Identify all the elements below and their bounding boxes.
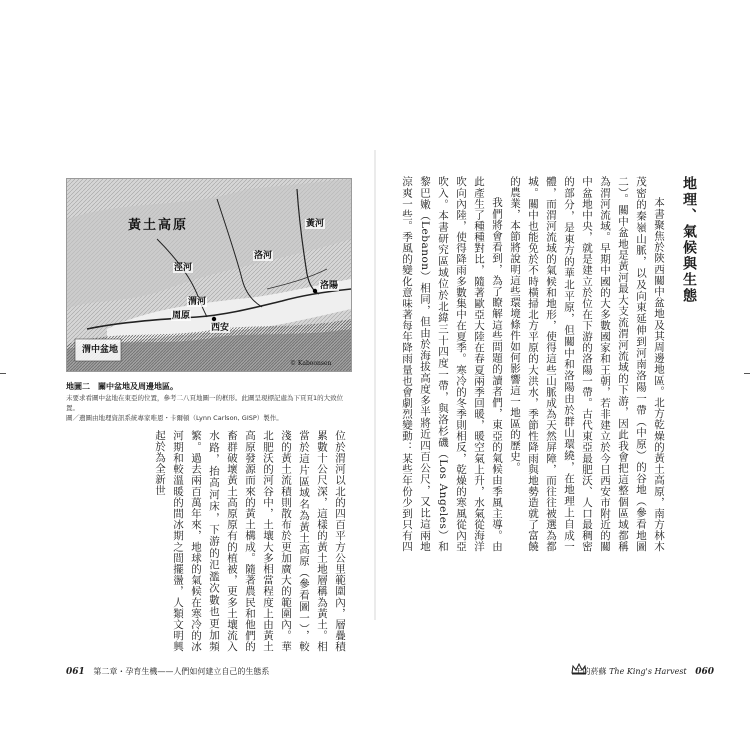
map-label-yellow-river: 黃河: [306, 219, 325, 229]
map-label-xian: 西安: [211, 323, 230, 333]
figure-caption-body: [66, 393, 356, 423]
relief-map: [66, 178, 352, 372]
paragraph-1: 本書聚焦於陝西關中盆地及其周邊地區。北方乾燥的黃土高原，南方林木茂密的秦嶺山脈，以及向東延伸到河南洛陽一帶（中原）的谷地（參看地圖二）。關中盆地是黃河最大支流渭河流域的下游，因此我會把這整個區域都稱為渭河流域。早期中國的大多數國家和王朝，若非建立於今日西安市附近的關中盆地中央，就是建立於位在下游的洛陽一帶。古代東亞最肥沃、人口最稠密的部分，是東方的華北平原，但關中和洛陽由於群山環繞，在地理上自成一體，而渭河流域的氣候和地形，使得這些山脈成為天然屏障，而往往被選為都城。關中也能免於不時橫掃北方平原的大洪水，季節性降雨與地勢造就了富饒的農業，本節將說明這些環境條件如何影響這一地區的歷史。: [509, 176, 665, 552]
left-page-body-text: 位於渭河以北的四百平方公里範圍內，層疊積累數十公尺深，這樣的黃土地層稱為黃土。相當於這片區域名為黃土高原（參看圖一），較淺的黃土流積則散布於更加廣大的範圍內。華北肥沃的河谷中，土壤大多相當程度上由黃土高原發源而來的黃土構成。隨著農民和他們的畜群破壞黃土高原原有的植被，更多土壤流入水路，抬高河床，下游的氾濫次數也更加頻繁。過去兩百萬年來，地球的氣候在寒冷的冰河期和較溫暖的間冰期之間擺盪，人類文明興起於為全新世: [154, 430, 346, 652]
figure-caption-title: 地圖二 關中盆地及周邊地區。: [66, 382, 178, 391]
map-label-zhouyuan: 周原: [172, 311, 191, 321]
right-page-number: 060: [695, 667, 714, 677]
book-fold: [374, 150, 376, 620]
relief-map-graphic: [67, 179, 351, 371]
section-title: 地理、氣候與生態: [681, 176, 697, 304]
right-running-title-zh: 王的菸蘇: [574, 667, 607, 676]
right-page-footer: [575, 666, 714, 677]
right-running-title-en: The King's Harvest: [609, 667, 687, 676]
figure-caption-line-2: 圖／遺圖由地理資訊系統專家唯恩・卡爾頓（Lynn Carlson, GISP）製作。: [66, 414, 283, 422]
map-credit: © Kaboonsen: [290, 360, 332, 367]
map-label-luo-river: 洛河: [254, 251, 273, 261]
page-edge-mark-right: [744, 373, 750, 374]
left-page-footer: [66, 666, 269, 677]
map-label-jing-river: 涇河: [174, 263, 193, 273]
right-page-body: [400, 176, 698, 552]
figure-caption-line-1: 未要求看圖中盆地在東亞的位置，參考二八頁地圖一的框形。此圖呈現標記處為下頁頁1的大致位置。: [66, 394, 344, 412]
map-label-basin: 渭中盆地: [82, 345, 119, 355]
left-running-title: 第二章・孕育生機——人們如何建立自己的生態系: [93, 667, 270, 676]
page-edge-mark-left: [0, 373, 6, 374]
left-page-number: 061: [66, 667, 85, 677]
map-label-wei-river: 渭河: [188, 297, 207, 307]
map-label-loess-plateau: 黃土高原: [128, 218, 189, 233]
paragraph-2: 我們將會看到，為了瞭解這些問題的讀者們，東亞的氣候由季風主導。由此產生了種種對比，隨著歐亞大陸在春夏兩季回暖，暖空氣上升，水氣從海洋吹向內陸，使得降雨多數集中在夏季。寒冷的冬季則相反，乾燥的寒風從內亞吹入。本書研究區域位於北緯三十四度一帶，與洛杉磯（Los Angeles）和黎巴嫩（Lebanon）相同，但由於海拔高度多半將近四百公尺，又比這兩地涼爽一些。季風的變化意味著每年降雨量也會劇烈變動：某些年份少到只有四: [401, 176, 503, 552]
map-label-luoyang: 洛陽: [320, 281, 339, 291]
